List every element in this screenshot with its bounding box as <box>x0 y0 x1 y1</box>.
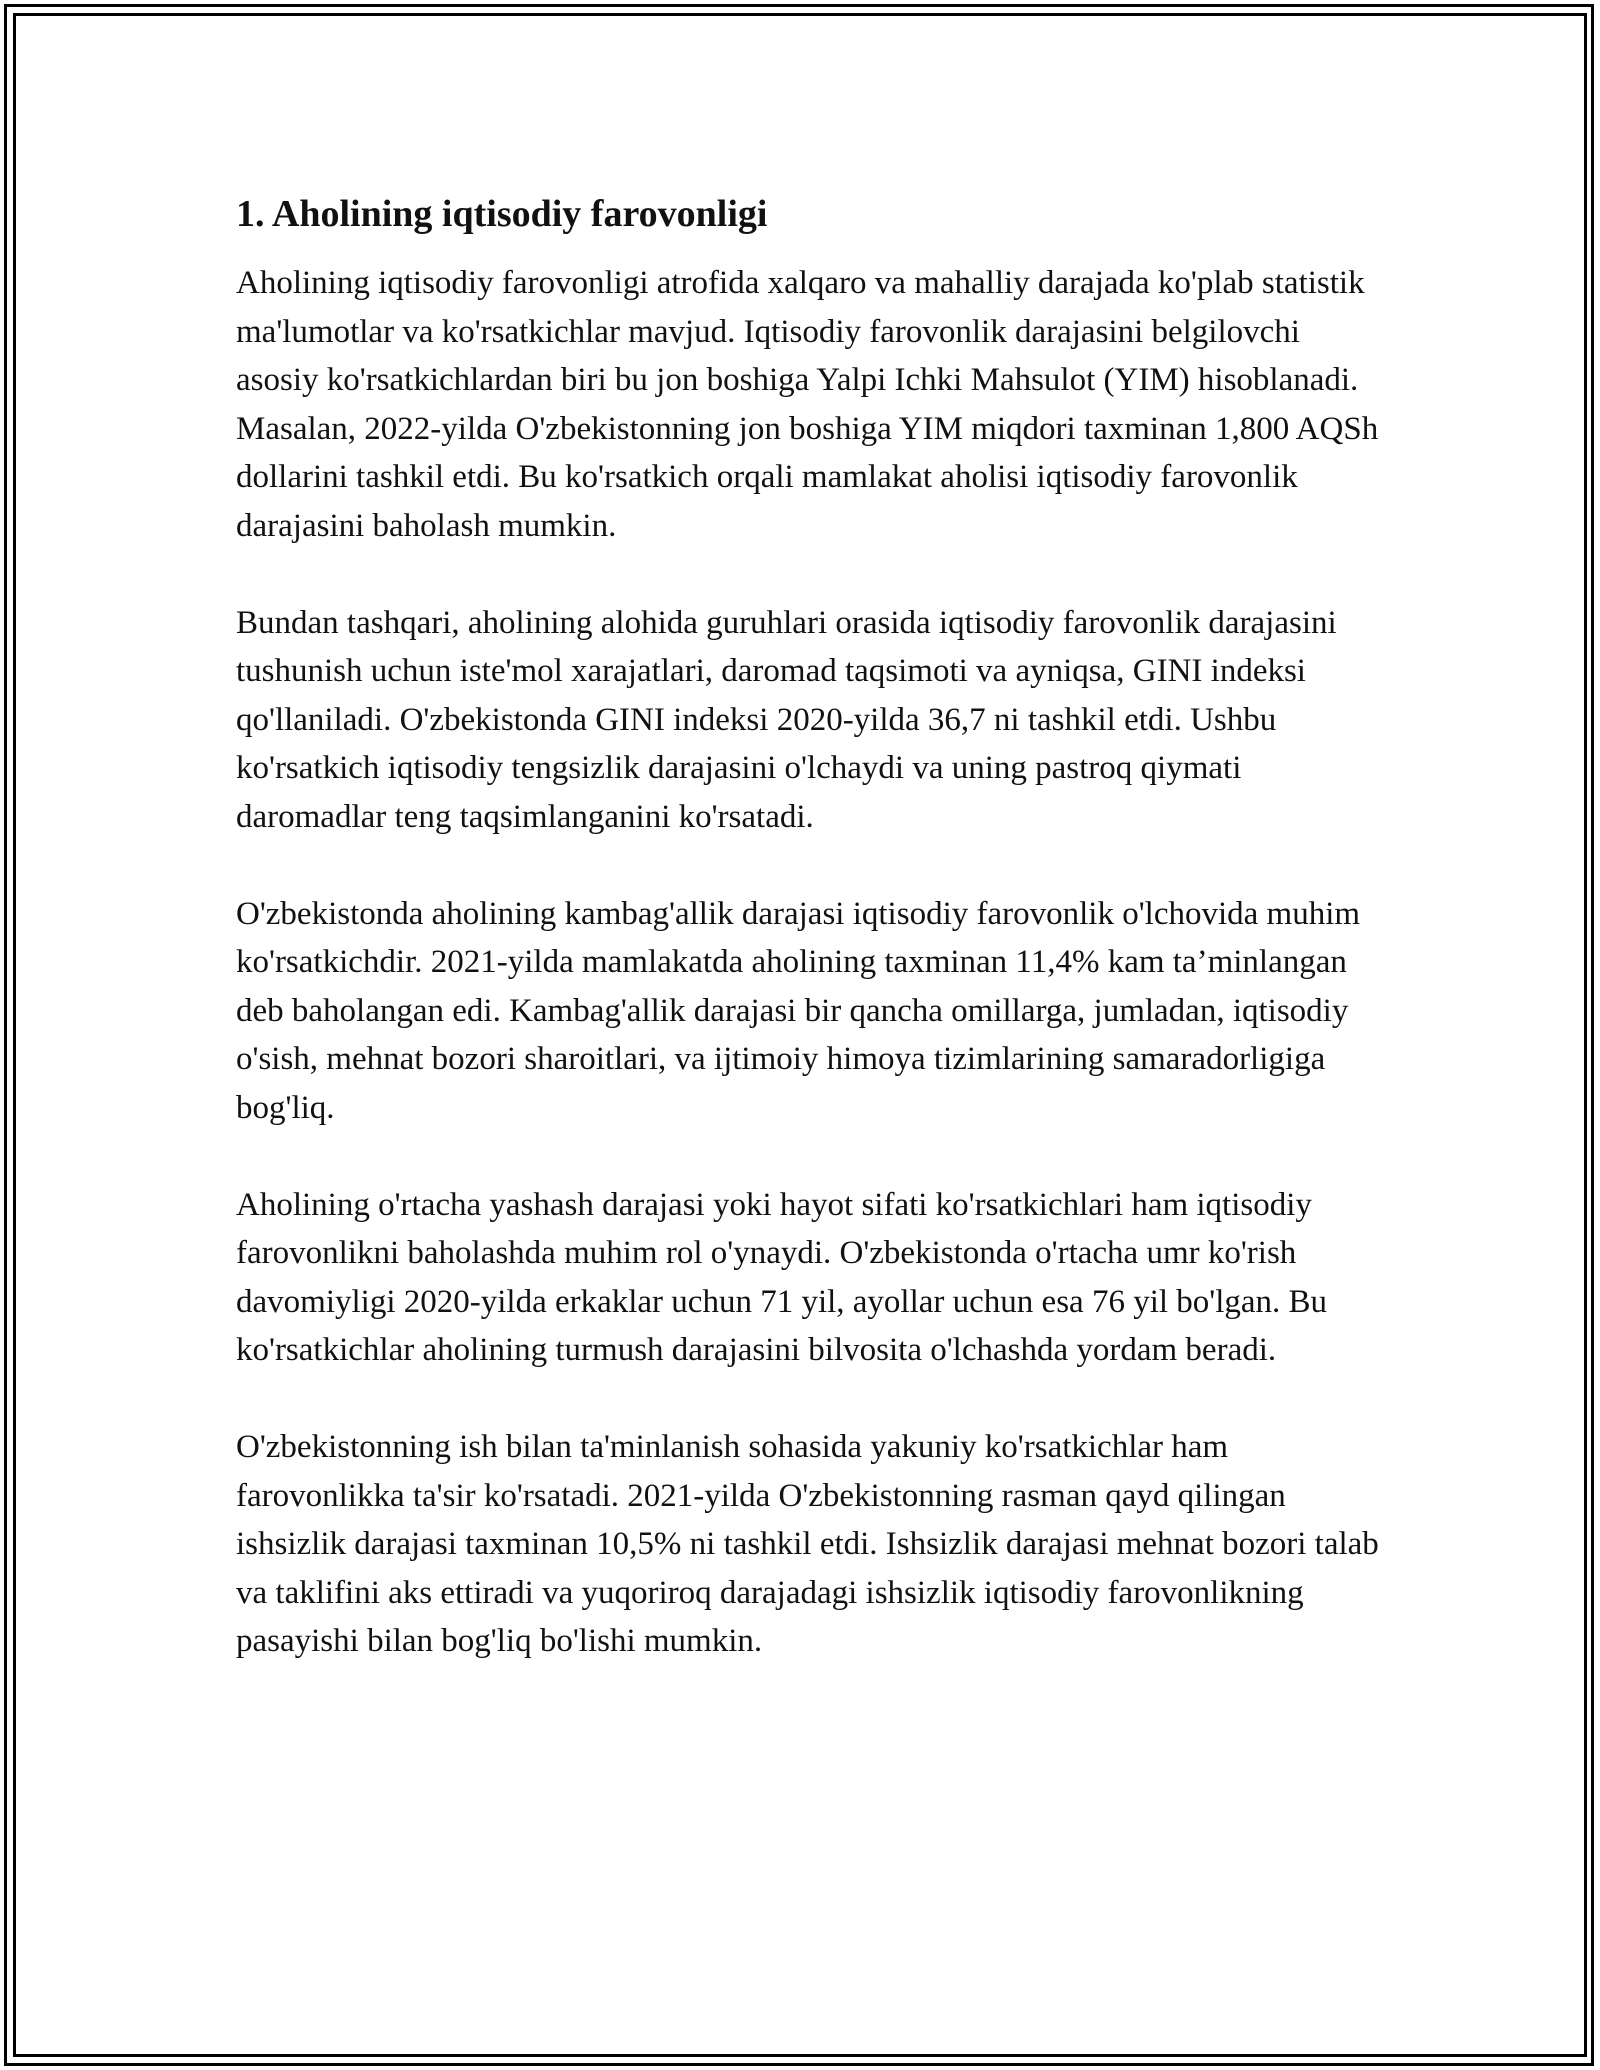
section-heading: 1. Aholining iqtisodiy farovonligi <box>236 193 768 235</box>
paragraph-gini-index: Bundan tashqari, aholining alohida guruhlari orasida iqtisodiy farovonlik darajasini tushunish uchun iste'mol xarajatlari, daromad taqsimoti va ayniqsa, GINI indeksi qo'llaniladi. O'zbekistonda GINI indeksi 2020-yilda 36,7 ni tashkil etdi. Ushbu ko'rsatkich iqtisodiy tengsizlik darajasini o'lchaydi va uning pastroq qiymati daromadlar teng taqsimlanganini ko'rsatadi. <box>236 604 1337 835</box>
paragraph-poverty-level: O'zbekistonda aholining kambag'allik darajasi iqtisodiy farovonlik o'lchovida muhim ko'rsatkichdir. 2021-yilda mamlakatda aholining taxminan 11,4% kam ta’minlangan deb baholangan edi. Kambag'allik darajasi bir qancha omillarga, jumladan, iqtisodiy o'sish, mehnat bozori sharoitlari, va ijtimoiy himoya tizimlarining samaradorligiga bog'liq. <box>236 895 1361 1126</box>
document-body <box>236 188 1386 1714</box>
paragraph-life-expectancy: Aholining o'rtacha yashash darajasi yoki hayot sifati ko'rsatkichlari ham iqtisodiy farovonlikni baholashda muhim rol o'ynaydi. O'zbekistonda o'rtacha umr ko'rish davomiyligi 2020-yilda erkaklar uchun 71 yil, ayollar uchun esa 76 yil bo'lgan. Bu ko'rsatkichlar aholining turmush darajasini bilvosita o'lchashda yordam beradi. <box>236 1186 1328 1368</box>
paragraph-unemployment: O'zbekistonning ish bilan ta'minlanish sohasida yakuniy ko'rsatkichlar ham farovonlikka ta'sir ko'rsatadi. 2021-yilda O'zbekistonning rasman qayd qilingan ishsizlik darajasi taxminan 10,5% ni tashkil etdi. Ishsizlik darajasi mehnat bozori talab va taklifini aks ettiradi va yuqoriroq darajadagi ishsizlik iqtisodiy farovonlikning pasayishi bilan bog'liq bo'lishi mumkin. <box>236 1429 1379 1659</box>
paragraph-gdp-per-capita: Aholining iqtisodiy farovonligi atrofida xalqaro va mahalliy darajada ko'plab statistik ma'lumotlar va ko'rsatkichlar mavjud. Iqtisodiy farovonlik darajasini belgilovchi asosiy ko'rsatkichlardan biri bu jon boshiga Yalpi Ichki Mahsulot (YIM) hisoblanadi. Masalan, 2022-yilda O'zbekistonning jon boshiga YIM miqdori taxminan 1,800 AQSh dollarini tashkil etdi. Bu ko'rsatkich orqali mamlakat aholisi iqtisodiy farovonlik darajasini baholash mumkin. <box>236 265 1379 544</box>
